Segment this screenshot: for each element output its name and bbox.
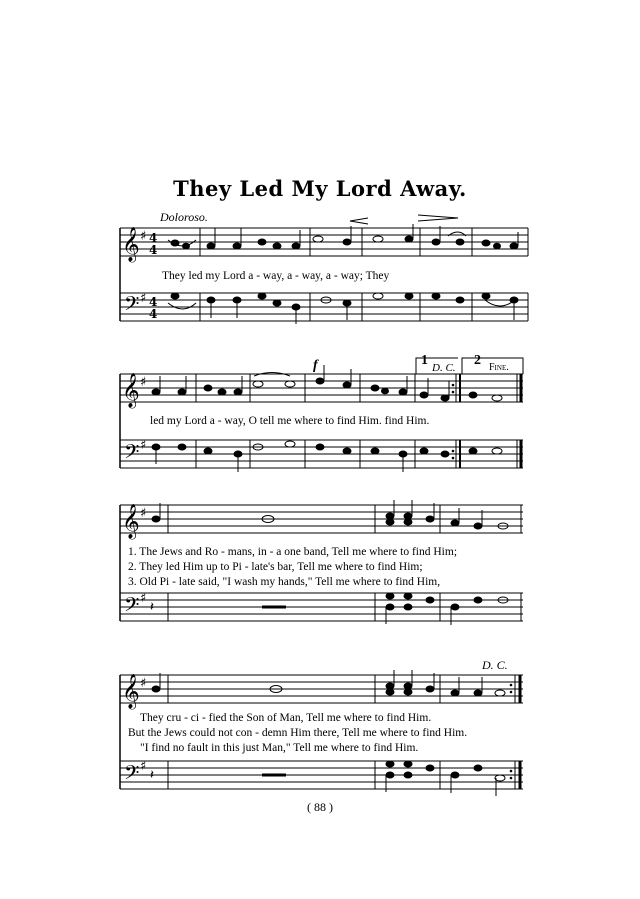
- song-title: They Led My Lord Away.: [173, 176, 467, 201]
- svg-text:♯: ♯: [140, 229, 147, 244]
- verse-1-line-a: 1. The Jews and Ro - mans, in - a one band, Tell me where to find Him;: [128, 546, 458, 558]
- ending-two-number: 2: [474, 353, 481, 368]
- verse-2-line-b: But the Jews could not con - demn Him there, Tell me where to find Him.: [128, 727, 468, 739]
- dc-marking-system-4: D. C.: [482, 658, 508, 672]
- verse-1-line-b: They cru - ci - fied the Son of Man, Tell me where to find Him.: [140, 712, 432, 724]
- svg-text:4: 4: [149, 307, 158, 321]
- ending-one-number: 1: [421, 353, 428, 368]
- tempo-marking: Doloroso.: [160, 210, 208, 224]
- system-1-lyrics: They led my Lord a - way, a - way, a - way; They: [162, 270, 390, 282]
- svg-text:𝄢: 𝄢: [124, 440, 140, 468]
- svg-text:𝄞: 𝄞: [122, 674, 140, 709]
- system-2-lyrics: led my Lord a - way, O tell me where to find Him. find Him.: [150, 415, 430, 427]
- svg-text:4: 4: [149, 295, 158, 309]
- verse-3-line-a: 3. Old Pi - late said, "I wash my hands," Tell me where to find Him,: [128, 576, 441, 588]
- svg-text:𝄽: 𝄽: [150, 600, 154, 615]
- svg-text:𝄞: 𝄞: [122, 373, 140, 408]
- svg-text:♯: ♯: [140, 291, 147, 306]
- svg-text:♯: ♯: [140, 375, 147, 390]
- verse-2-line-a: 2. They led Him up to Pi - late's bar, Tell me where to find Him;: [128, 561, 423, 573]
- svg-text:4: 4: [149, 231, 158, 245]
- fine-marking: Fine.: [489, 362, 509, 373]
- dc-marking-system-2: D. C.: [432, 362, 456, 374]
- svg-text:♯: ♯: [140, 506, 147, 521]
- dynamic-forte: f: [313, 358, 318, 373]
- svg-text:𝄽: 𝄽: [150, 768, 154, 783]
- svg-text:𝄢: 𝄢: [124, 292, 140, 320]
- svg-text:4: 4: [149, 243, 158, 257]
- svg-text:♯: ♯: [140, 676, 147, 691]
- verse-3-line-b: "I find no fault in this just Man," Tell me where to find Him.: [140, 742, 419, 754]
- page-number: ( 88 ): [307, 800, 333, 814]
- svg-text:♯: ♯: [140, 759, 147, 774]
- svg-text:𝄢: 𝄢: [124, 593, 140, 621]
- svg-text:♯: ♯: [140, 591, 147, 606]
- svg-text:𝄞: 𝄞: [122, 504, 140, 539]
- svg-text:𝄞: 𝄞: [122, 227, 140, 262]
- svg-text:𝄢: 𝄢: [124, 761, 140, 789]
- svg-text:♯: ♯: [140, 438, 147, 453]
